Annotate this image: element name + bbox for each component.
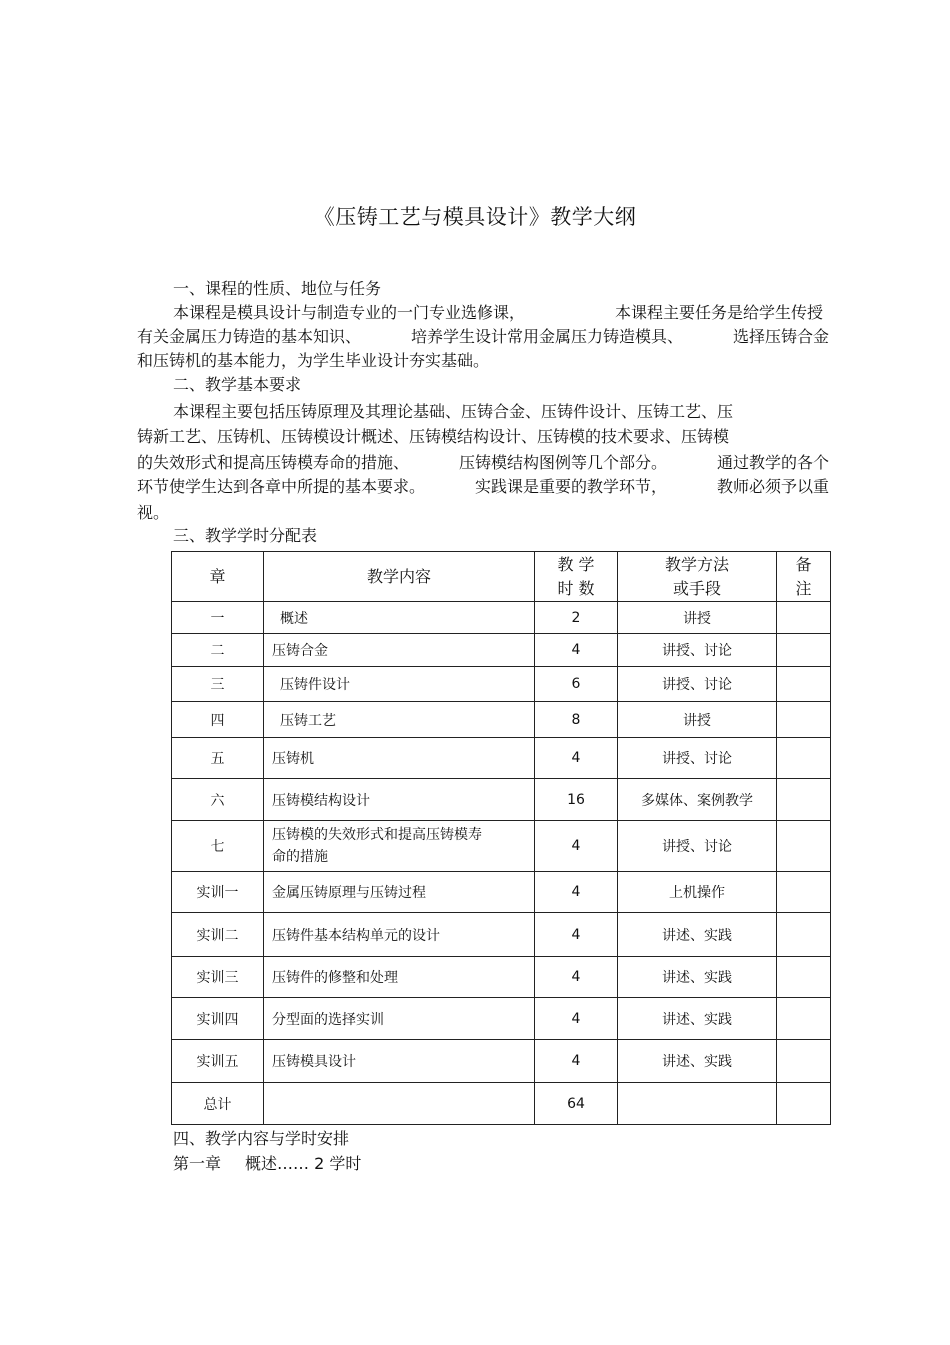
header-hours: 教 学 时 数 xyxy=(535,552,618,602)
cell-hours: 16 xyxy=(535,779,618,821)
table-row xyxy=(172,998,831,1040)
section4-heading: 四、教学内容与学时安排 xyxy=(173,1129,350,1148)
text-segment: 的失效形式和提高压铸模寿命的措施、 xyxy=(137,453,410,472)
cell-method: 讲授、讨论 xyxy=(618,738,777,779)
cell-hours: 6 xyxy=(535,667,618,702)
cell-chapter: 总计 xyxy=(172,1083,264,1125)
header-method: 教学方法 或手段 xyxy=(618,552,777,602)
cell-note xyxy=(777,913,831,957)
cell-chapter: 实训五 xyxy=(172,1040,264,1083)
cell-method: 讲述、实践 xyxy=(618,998,777,1040)
cell-content: 压铸模具设计 xyxy=(264,1040,535,1083)
section2-line3 xyxy=(137,451,829,475)
table-row xyxy=(172,913,831,957)
section3-heading: 三、教学学时分配表 xyxy=(173,526,318,545)
cell-method xyxy=(618,1083,777,1125)
text-segment: 实践课是重要的教学环节， xyxy=(474,477,667,496)
cell-method: 讲述、实践 xyxy=(618,957,777,998)
cell-hours: 4 xyxy=(535,821,618,872)
table-row xyxy=(172,779,831,821)
cell-method: 讲授、讨论 xyxy=(618,667,777,702)
cell-note xyxy=(777,872,831,913)
cell-chapter: 二 xyxy=(172,634,264,667)
section2-line2: 铸新工艺、压铸机、压铸模设计概述、压铸模结构设计、压铸模的技术要求、压铸模 xyxy=(137,427,730,446)
cell-hours: 4 xyxy=(535,872,618,913)
text-segment: 培养学生设计常用金属压力铸造模具、 xyxy=(410,327,683,346)
section2-line4 xyxy=(137,475,829,499)
cell-content xyxy=(264,1083,535,1125)
cell-chapter: 实训二 xyxy=(172,913,264,957)
cell-note xyxy=(777,667,831,702)
header-content: 教学内容 xyxy=(264,552,535,602)
cell-note xyxy=(777,821,831,872)
section1-line3: 和压铸机的基本能力，为学生毕业设计夯实基础。 xyxy=(137,351,490,370)
cell-content: 压铸合金 xyxy=(264,634,535,667)
cell-hours: 4 xyxy=(535,913,618,957)
table-row xyxy=(172,957,831,998)
cell-hours: 4 xyxy=(535,957,618,998)
cell-content: 压铸模结构设计 xyxy=(264,779,535,821)
cell-hours: 4 xyxy=(535,998,618,1040)
cell-content: 压铸件设计 xyxy=(264,667,535,702)
text-segment: 有关金属压力铸造的基本知识、 xyxy=(137,327,362,346)
section1-heading: 一、课程的性质、地位与任务 xyxy=(173,279,382,298)
section1-line1 xyxy=(173,301,823,325)
cell-note xyxy=(777,1083,831,1125)
cell-content: 分型面的选择实训 xyxy=(264,998,535,1040)
cell-chapter: 四 xyxy=(172,702,264,738)
table-row xyxy=(172,1040,831,1083)
table-row xyxy=(172,702,831,738)
table-row xyxy=(172,872,831,913)
cell-note xyxy=(777,1040,831,1083)
cell-method: 讲授、讨论 xyxy=(618,821,777,872)
cell-content: 概述 xyxy=(264,602,535,634)
cell-hours: 4 xyxy=(535,634,618,667)
cell-hours: 4 xyxy=(535,738,618,779)
text-segment: 教师必须予以重 xyxy=(716,477,829,496)
text-segment: 本课程是模具设计与制造专业的一门专业选修课， xyxy=(173,303,526,322)
cell-content: 压铸件的修整和处理 xyxy=(264,957,535,998)
cell-content: 压铸件基本结构单元的设计 xyxy=(264,913,535,957)
cell-chapter: 六 xyxy=(172,779,264,821)
cell-chapter: 实训三 xyxy=(172,957,264,998)
chapter1-label: 第一章 xyxy=(173,1154,222,1173)
text-segment: 压铸模结构图例等几个部分。 xyxy=(458,453,667,472)
cell-chapter: 七 xyxy=(172,821,264,872)
cell-note xyxy=(777,998,831,1040)
document-title: 《压铸工艺与模具设计》教学大纲 xyxy=(313,205,637,229)
chapter1-line xyxy=(173,1152,361,1176)
cell-hours: 64 xyxy=(535,1083,618,1125)
table-total-row xyxy=(172,1083,831,1125)
section1-line2 xyxy=(137,325,829,349)
cell-hours: 2 xyxy=(535,602,618,634)
text-segment: 本课程主要任务是给学生传授 xyxy=(614,303,823,322)
table-row xyxy=(172,821,831,872)
cell-content: 压铸机 xyxy=(264,738,535,779)
cell-method: 上机操作 xyxy=(618,872,777,913)
cell-method: 讲述、实践 xyxy=(618,1040,777,1083)
cell-content: 金属压铸原理与压铸过程 xyxy=(264,872,535,913)
table-row xyxy=(172,667,831,702)
chapter1-text: 概述…… 2 学时 xyxy=(245,1154,362,1173)
text-segment: 环节使学生达到各章中所提的基本要求。 xyxy=(137,477,426,496)
cell-note xyxy=(777,634,831,667)
text-segment: 选择压铸合金 xyxy=(732,327,829,346)
cell-chapter: 实训四 xyxy=(172,998,264,1040)
text-segment: 通过教学的各个 xyxy=(716,453,829,472)
cell-note xyxy=(777,702,831,738)
table-row xyxy=(172,602,831,634)
section2-heading: 二、教学基本要求 xyxy=(173,375,302,394)
cell-content: 压铸工艺 xyxy=(264,702,535,738)
cell-method: 讲授 xyxy=(618,702,777,738)
section2-line5: 视。 xyxy=(137,503,170,522)
cell-hours: 4 xyxy=(535,1040,618,1083)
table-header-row xyxy=(172,552,831,602)
section2-line1: 本课程主要包括压铸原理及其理论基础、压铸合金、压铸件设计、压铸工艺、压 xyxy=(173,402,734,421)
cell-note xyxy=(777,957,831,998)
table-row xyxy=(172,738,831,779)
cell-note xyxy=(777,738,831,779)
cell-chapter: 一 xyxy=(172,602,264,634)
cell-chapter: 五 xyxy=(172,738,264,779)
header-chapter: 章 xyxy=(172,552,264,602)
cell-hours: 8 xyxy=(535,702,618,738)
cell-method: 讲授、讨论 xyxy=(618,634,777,667)
table-row xyxy=(172,634,831,667)
cell-method: 讲授 xyxy=(618,602,777,634)
cell-note xyxy=(777,602,831,634)
cell-chapter: 三 xyxy=(172,667,264,702)
header-note: 备 注 xyxy=(777,552,831,602)
hours-allocation-table xyxy=(171,551,831,1125)
cell-note xyxy=(777,779,831,821)
cell-method: 多媒体、案例教学 xyxy=(618,779,777,821)
cell-method: 讲述、实践 xyxy=(618,913,777,957)
cell-chapter: 实训一 xyxy=(172,872,264,913)
cell-content: 压铸模的失效形式和提高压铸模寿 命的措施 xyxy=(264,821,535,872)
